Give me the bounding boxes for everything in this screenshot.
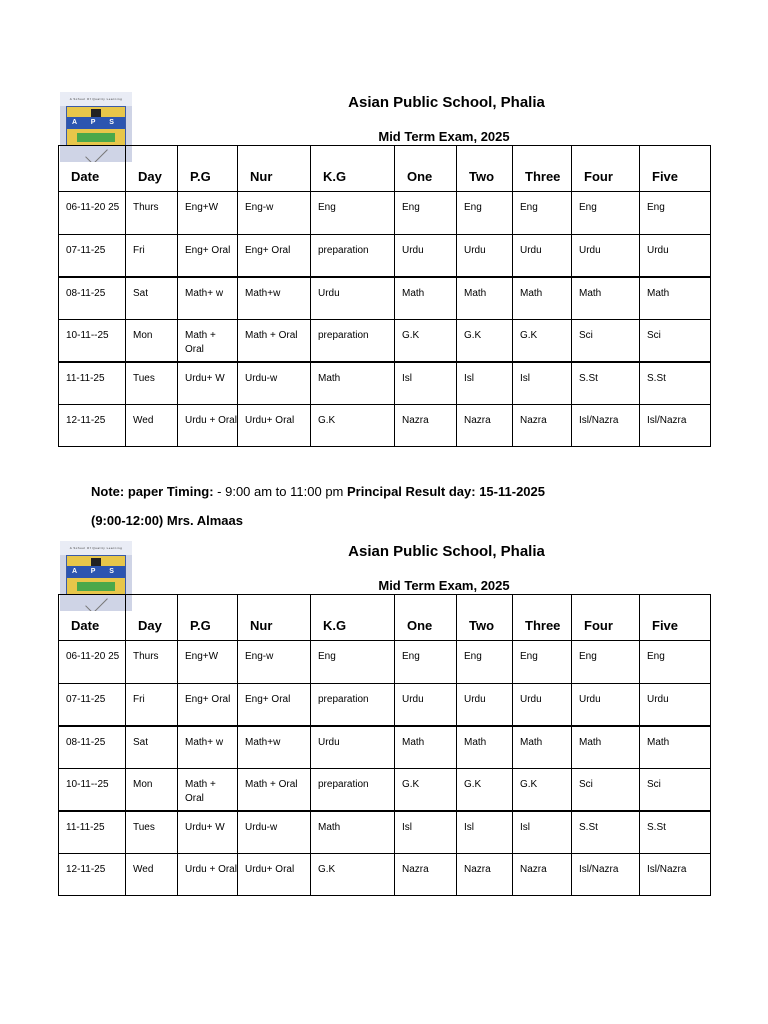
table-cell: Math xyxy=(513,277,572,320)
logo-top-text: A School Of Quality Learning xyxy=(60,541,132,555)
table-cell: Isl/Nazra xyxy=(640,853,711,896)
table-cell: Urdu xyxy=(395,683,457,726)
table-cell: Isl xyxy=(513,362,572,405)
table-cell: Math xyxy=(640,277,711,320)
table-cell: G.K xyxy=(395,319,457,362)
table-cell: G.K xyxy=(311,404,395,447)
column-header: Day xyxy=(126,595,178,641)
table-cell: Isl/Nazra xyxy=(572,404,640,447)
table-cell: Isl xyxy=(457,362,513,405)
table-cell: S.St xyxy=(640,811,711,854)
table-cell: G.K xyxy=(513,768,572,811)
table-cell: Wed xyxy=(126,853,178,896)
table-cell: Tues xyxy=(126,362,178,405)
logo-letters: A P S xyxy=(72,568,120,575)
table-cell: Eng-w xyxy=(238,641,311,684)
table-cell: Eng xyxy=(395,192,457,235)
table-cell: Urdu+ W xyxy=(178,362,238,405)
table-row xyxy=(59,641,711,684)
table-row xyxy=(59,726,711,769)
column-header: P.G xyxy=(178,146,238,192)
table-cell: Math + Oral xyxy=(178,768,238,811)
table-cell: 11-11-25 xyxy=(59,811,126,854)
table-cell: Eng+ Oral xyxy=(238,683,311,726)
table-cell: G.K xyxy=(395,768,457,811)
column-header: Four xyxy=(572,595,640,641)
table-cell: Urdu xyxy=(572,234,640,277)
table-cell: Math xyxy=(572,277,640,320)
note-result: Principal Result day: 15-11-2025 xyxy=(347,484,545,499)
table-cell: Math+w xyxy=(238,277,311,320)
table-cell: Sat xyxy=(126,726,178,769)
table-cell: Nazra xyxy=(513,404,572,447)
table-cell: Isl xyxy=(513,811,572,854)
table-cell: Math xyxy=(457,277,513,320)
column-header: One xyxy=(395,595,457,641)
table-cell: Math+w xyxy=(238,726,311,769)
table-cell: Eng+W xyxy=(178,641,238,684)
table-cell: 11-11-25 xyxy=(59,362,126,405)
table-cell: Urdu xyxy=(572,683,640,726)
table-cell: Urdu xyxy=(311,277,395,320)
table-cell: Tues xyxy=(126,811,178,854)
table-cell: 07-11-25 xyxy=(59,683,126,726)
table-row xyxy=(59,362,711,405)
table-cell: Isl/Nazra xyxy=(640,404,711,447)
table-cell: preparation xyxy=(311,319,395,362)
table-cell: Math xyxy=(311,362,395,405)
table-cell: Eng xyxy=(572,192,640,235)
column-header: Two xyxy=(457,146,513,192)
table-cell: Urdu xyxy=(640,683,711,726)
table-cell: S.St xyxy=(572,362,640,405)
column-header: Date xyxy=(59,146,126,192)
table-cell: Urdu+ W xyxy=(178,811,238,854)
table-cell: S.St xyxy=(640,362,711,405)
table-cell: Urdu + Oral xyxy=(178,853,238,896)
note-line xyxy=(91,484,545,499)
table-cell: G.K xyxy=(311,853,395,896)
column-header: K.G xyxy=(311,595,395,641)
table-cell: Math+ w xyxy=(178,726,238,769)
table-cell: Sci xyxy=(572,319,640,362)
exam-title: Mid Term Exam, 2025 xyxy=(378,578,510,593)
table-cell: Urdu-w xyxy=(238,811,311,854)
table-cell: 12-11-25 xyxy=(59,404,126,447)
table-cell: Eng+W xyxy=(178,192,238,235)
table-cell: Eng+ Oral xyxy=(238,234,311,277)
table-cell: 07-11-25 xyxy=(59,234,126,277)
exam-schedule-table xyxy=(58,594,711,896)
logo-top-text: A School Of Quality Learning xyxy=(60,92,132,106)
column-header: One xyxy=(395,146,457,192)
table-row xyxy=(59,811,711,854)
table-cell: Eng+ Oral xyxy=(178,234,238,277)
table-cell: 08-11-25 xyxy=(59,726,126,769)
table-cell: Math xyxy=(513,726,572,769)
table-row xyxy=(59,768,711,811)
table-cell: Eng xyxy=(513,641,572,684)
header-row xyxy=(59,146,711,192)
table-cell: G.K xyxy=(513,319,572,362)
header-row xyxy=(59,595,711,641)
table-row xyxy=(59,853,711,896)
table-cell: preparation xyxy=(311,768,395,811)
school-name: Asian Public School, Phalia xyxy=(348,543,545,560)
table-cell: Sci xyxy=(640,319,711,362)
table-cell: Eng-w xyxy=(238,192,311,235)
table-body xyxy=(59,192,711,447)
table-cell: Math xyxy=(457,726,513,769)
table-row xyxy=(59,319,711,362)
table-cell: 06-11-20 25 xyxy=(59,641,126,684)
table-cell: Eng xyxy=(457,641,513,684)
table-cell: Urdu xyxy=(513,683,572,726)
exam-schedule-table xyxy=(58,145,711,447)
table-cell: Eng xyxy=(513,192,572,235)
table-cell: Urdu xyxy=(640,234,711,277)
table-cell: Math xyxy=(311,811,395,854)
table-cell: 10-11--25 xyxy=(59,319,126,362)
table-cell: Urdu-w xyxy=(238,362,311,405)
table-cell: Math+ w xyxy=(178,277,238,320)
table-cell: Eng xyxy=(640,641,711,684)
table-row xyxy=(59,683,711,726)
table-cell: Urdu xyxy=(395,234,457,277)
table-cell: Fri xyxy=(126,234,178,277)
column-header: Five xyxy=(640,146,711,192)
table-cell: 08-11-25 xyxy=(59,277,126,320)
table-cell: Urdu+ Oral xyxy=(238,404,311,447)
table-cell: Urdu+ Oral xyxy=(238,853,311,896)
column-header: Nur xyxy=(238,146,311,192)
table-cell: Urdu xyxy=(457,683,513,726)
table-cell: Sci xyxy=(640,768,711,811)
table-cell: Eng xyxy=(640,192,711,235)
column-header: Three xyxy=(513,146,572,192)
table-cell: Wed xyxy=(126,404,178,447)
table-cell: Thurs xyxy=(126,192,178,235)
table-row xyxy=(59,277,711,320)
logo-letters: A P S xyxy=(72,119,120,126)
table-cell: Math + Oral xyxy=(238,768,311,811)
table-cell: Thurs xyxy=(126,641,178,684)
table-cell: Mon xyxy=(126,319,178,362)
column-header: Nur xyxy=(238,595,311,641)
table-cell: Urdu + Oral xyxy=(178,404,238,447)
table-cell: Fri xyxy=(126,683,178,726)
table-cell: Math + Oral xyxy=(178,319,238,362)
table-cell: Eng xyxy=(311,192,395,235)
column-header: K.G xyxy=(311,146,395,192)
table-body xyxy=(59,641,711,896)
table-cell: Nazra xyxy=(457,853,513,896)
table-cell: 10-11--25 xyxy=(59,768,126,811)
table-cell: Sci xyxy=(572,768,640,811)
table-cell: Eng xyxy=(395,641,457,684)
table-cell: Eng xyxy=(572,641,640,684)
table-cell: Nazra xyxy=(457,404,513,447)
table-cell: Eng xyxy=(457,192,513,235)
table-cell: Nazra xyxy=(513,853,572,896)
note-line-2: (9:00-12:00) Mrs. Almaas xyxy=(91,513,243,528)
table-cell: Isl/Nazra xyxy=(572,853,640,896)
table-cell: G.K xyxy=(457,768,513,811)
table-cell: Eng xyxy=(311,641,395,684)
table-cell: Isl xyxy=(395,362,457,405)
table-cell: Isl xyxy=(395,811,457,854)
table-cell: S.St xyxy=(572,811,640,854)
table-cell: Math xyxy=(395,726,457,769)
table-cell: Isl xyxy=(457,811,513,854)
table-cell: Urdu xyxy=(457,234,513,277)
table-row xyxy=(59,234,711,277)
table-cell: Eng+ Oral xyxy=(178,683,238,726)
note-timing: - 9:00 am to 11:00 pm xyxy=(213,484,347,499)
note-label: Note: paper Timing: xyxy=(91,484,214,499)
column-header: P.G xyxy=(178,595,238,641)
column-header: Five xyxy=(640,595,711,641)
table-cell: Urdu xyxy=(513,234,572,277)
table-cell: G.K xyxy=(457,319,513,362)
column-header: Three xyxy=(513,595,572,641)
table-cell: 06-11-20 25 xyxy=(59,192,126,235)
column-header: Day xyxy=(126,146,178,192)
table-cell: preparation xyxy=(311,683,395,726)
exam-title: Mid Term Exam, 2025 xyxy=(378,129,510,144)
table-cell: Math + Oral xyxy=(238,319,311,362)
table-cell: Sat xyxy=(126,277,178,320)
column-header: Four xyxy=(572,146,640,192)
table-cell: preparation xyxy=(311,234,395,277)
table-row xyxy=(59,192,711,235)
table-cell: 12-11-25 xyxy=(59,853,126,896)
table-cell: Math xyxy=(640,726,711,769)
column-header: Two xyxy=(457,595,513,641)
table-cell: Mon xyxy=(126,768,178,811)
school-name: Asian Public School, Phalia xyxy=(348,94,545,111)
table-cell: Math xyxy=(572,726,640,769)
table-cell: Urdu xyxy=(311,726,395,769)
column-header: Date xyxy=(59,595,126,641)
table-row xyxy=(59,404,711,447)
table-cell: Math xyxy=(395,277,457,320)
table-cell: Nazra xyxy=(395,404,457,447)
table-cell: Nazra xyxy=(395,853,457,896)
